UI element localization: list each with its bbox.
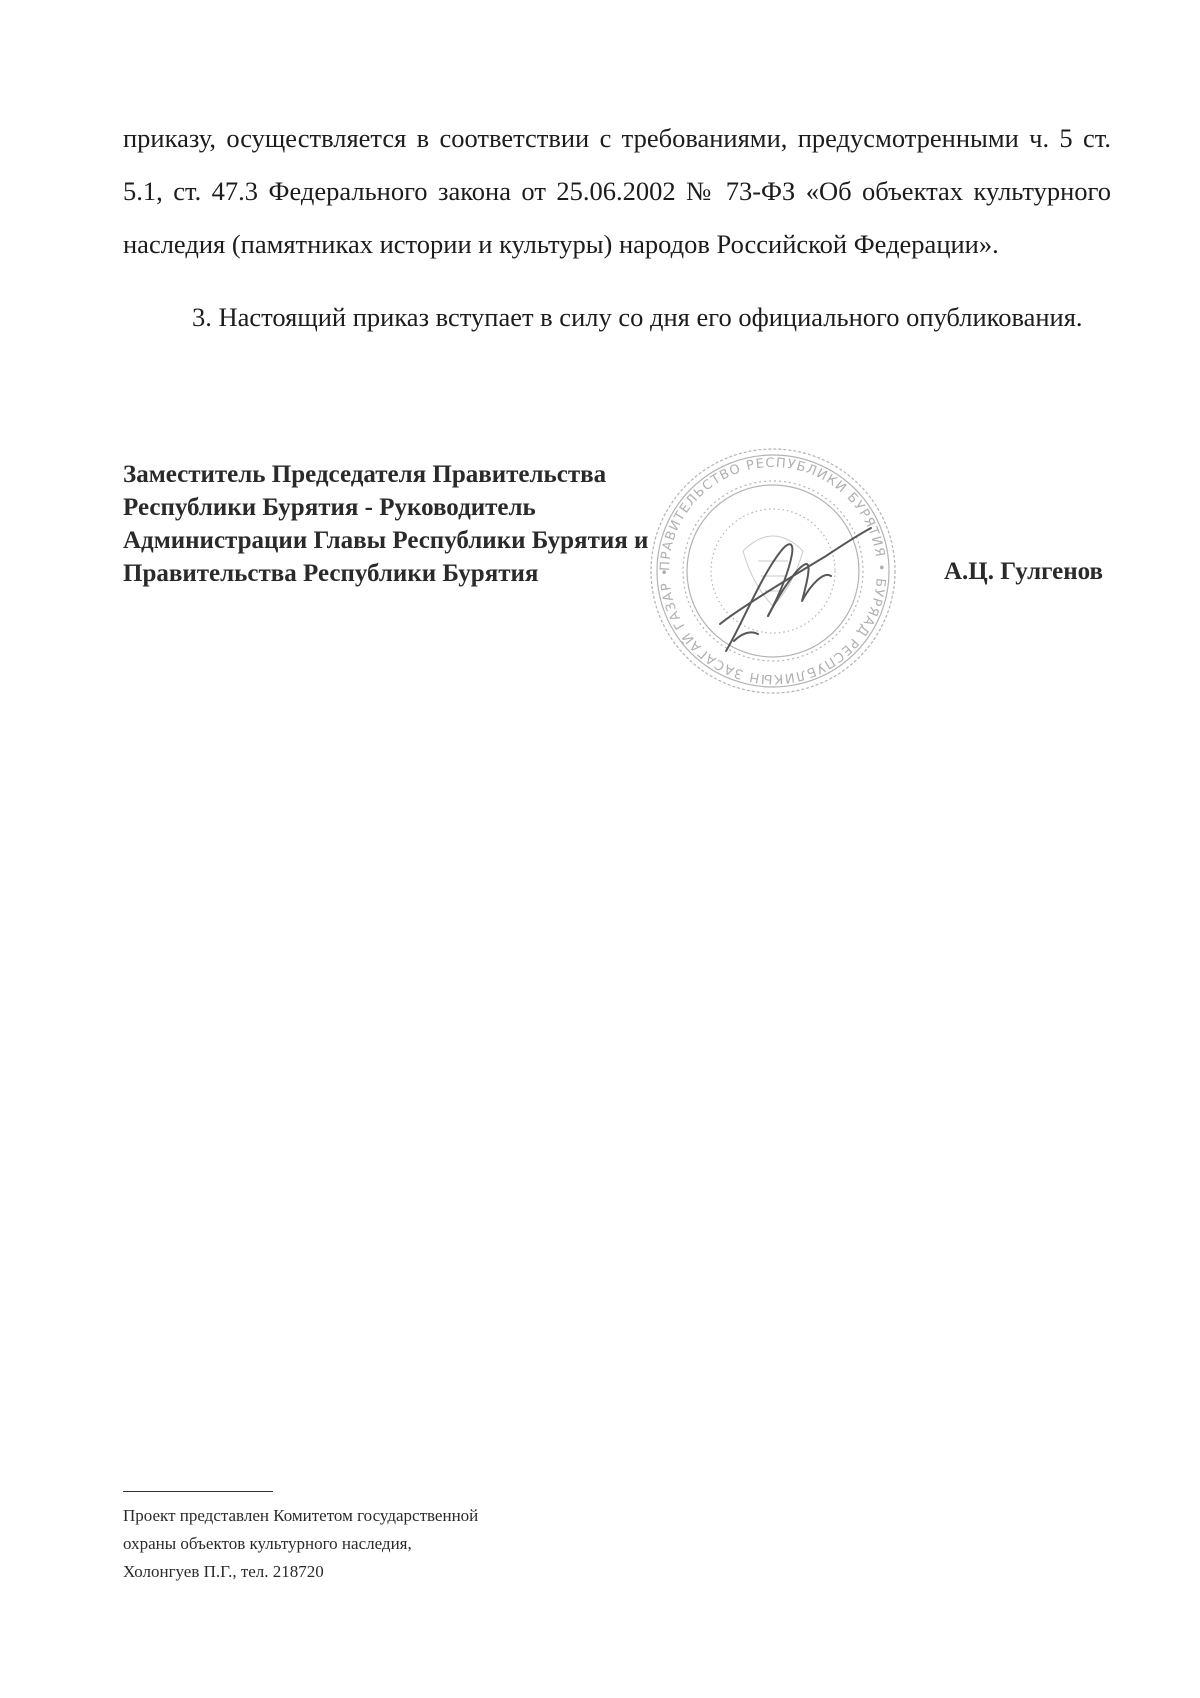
footnote-line: Проект представлен Комитетом государственной xyxy=(123,1506,479,1525)
seal-text: ПРАВИТЕЛЬСТВО РЕСПУБЛИКИ БУРЯТИЯ • БУРЯАД РЕСПУБЛИКЫН ЗАСАГАЙ ГАЗАР • xyxy=(657,455,889,687)
signatory-position xyxy=(123,458,648,590)
position-line: Республики Бурятия - Руководитель xyxy=(123,494,536,521)
paragraph-continuation: приказу, осуществляется в соответствии с требованиями, предусмотренными ч. 5 ст. 5.1, ст. 47.3 Федерального закона от 25.06.2002 № 73-ФЗ «Об объектах культурного наследия (памятниках истории и культуры) народов Российской Федерации». xyxy=(123,123,1111,259)
footnote-line: охраны объектов культурного наследия, xyxy=(123,1534,412,1553)
paragraph-3: 3. Настоящий приказ вступает в силу со дня его официального опубликования. xyxy=(192,302,1083,332)
position-line: Администрации Главы Республики Бурятия и xyxy=(123,527,649,554)
position-line: Заместитель Председателя Правительства xyxy=(123,461,607,488)
signature-block xyxy=(123,455,1103,718)
position-line: Правительства Республики Бурятия xyxy=(123,560,539,587)
handwritten-signature xyxy=(706,506,876,666)
document-body xyxy=(123,112,1111,344)
signer-name: А.Ц. Гулгенов xyxy=(943,558,1103,585)
footnote-divider xyxy=(123,1491,273,1492)
footnote-line: Холонгуев П.Г., тел. 218720 xyxy=(123,1562,324,1581)
footnote xyxy=(123,1502,478,1586)
